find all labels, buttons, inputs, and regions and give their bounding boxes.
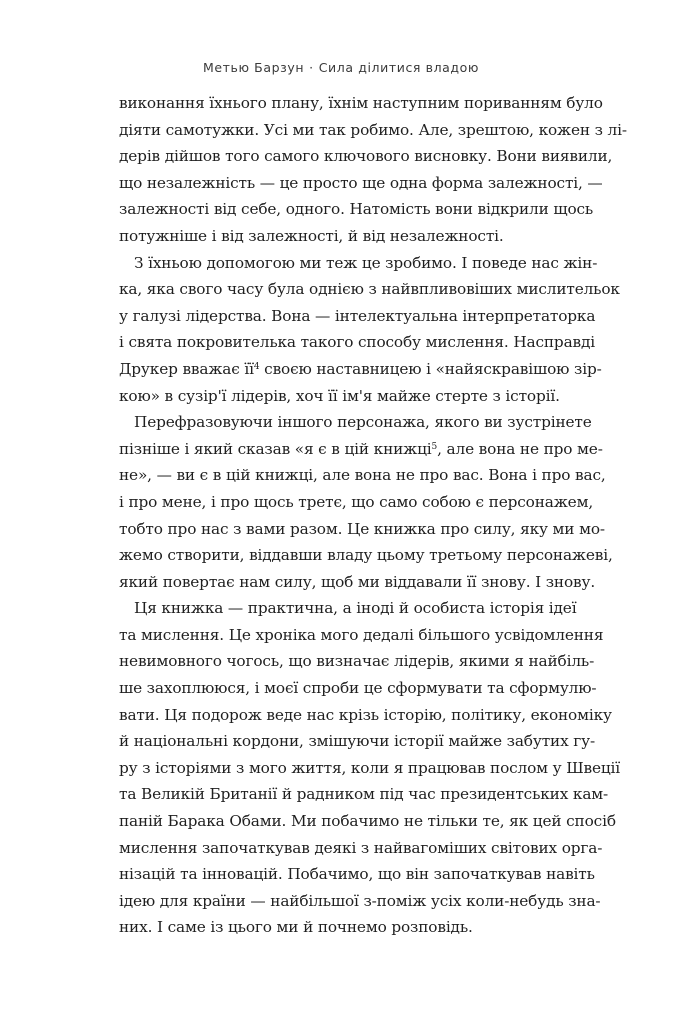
paragraph [119,250,620,410]
text-line: потужніше і від залежності, й від незалежності. [119,226,504,245]
text-line: і свята покровителька такого способу мислення. Насправді [119,333,596,352]
text-line: мислення започаткував деякі з найвагоміших світових орга- [119,838,603,857]
text-line: них. І саме із цього ми й почнемо розповідь. [119,918,473,937]
text-line: нізацій та інновацій. Побачимо, що він започаткував навіть [119,865,595,884]
text-line: тобто про нас з вами разом. Це книжка про силу, яку ми мо- [119,519,605,538]
text-line: у галузі лідерства. Вона — інтелектуальна інтерпретаторка [119,306,596,325]
text-line: дерів дійшов того самого ключового висновку. Вони виявили, [119,147,613,166]
text-line: ше захоплююся, і моєї спроби це сформувати та сформулю- [119,679,597,698]
text-line: ка, яка свого часу була однією з найвпливовіших мислительок [119,280,620,299]
running-header [0,60,682,75]
paragraph [119,409,613,595]
text-line: що незалежність — це просто ще одна форма залежності, — [119,173,603,192]
text-line: Ця книжка — практична, а іноді й особиста історія ідеї [134,599,577,618]
text-line: паній Барака Обами. Ми побачимо не тільки те, як цей спосіб [119,812,616,831]
text-line: не», — ви є в цій книжці, але вона не про вас. Вона і про вас, [119,466,606,485]
body-text [119,90,627,941]
header-author: Метью Барзун [202,60,305,75]
text-line: Перефразовуючи іншого персонажа, якого ви зустрінете [134,413,592,432]
header-book-title: Сила ділитися владою [318,60,480,75]
text-line: ідею для країни — найбільшої з-поміж усіх коли-небудь зна- [119,891,601,910]
text-line: Друкер вважає $її^4$ своєю наставницею і «найяскравішою зір- [119,359,602,378]
text-line: та Великій Британії й радником під час президентських кам- [119,785,609,804]
text-line: й національні кордони, змішуючи історії майже забутих гу- [119,732,595,751]
text-line: виконання їхнього плану, їхнім наступним пориванням було [119,94,603,112]
paragraph [119,595,621,941]
text-line: вати. Ця подорож веде нас крізь історію, політику, економіку [119,705,612,724]
text-line: і про мене, і про щось третє, що само собою є персонажем, [119,492,594,511]
text-line: жемо створити, віддавши владу цьому третьому персонажеві, [119,546,613,565]
text-line: ру з історіями з мого життя, коли я працював послом у Швеції [119,758,621,777]
footnote-marker[interactable]: 5 [431,441,438,452]
text-line: та мислення. Це хроніка мого дедалі більшого усвідомлення [119,625,604,644]
header-separator: · [309,60,314,75]
text-line: кою» в сузір'ї лідерів, хоч її ім'я майже стерте з історії. [119,386,560,405]
text-line: пізніше і який сказав «я є в цій книжці$^5$, але вона не про ме- [119,439,603,458]
footnote-marker[interactable]: 4 [253,361,260,372]
paragraph [119,90,627,250]
text-line: невимовного чогось, що визначає лідерів, якими я найбіль- [119,652,595,671]
text-line: залежності від себе, одного. Натомість вони відкрили щось [119,200,594,219]
text-line: діяти самотужки. Усі ми так робимо. Але, зрештою, кожен з лі- [119,120,627,139]
text-line: З їхньою допомогою ми теж це зробимо. І поведе нас жін- [134,253,598,272]
text-line: який повертає нам силу, щоб ми віддавали її знову. І знову. [119,572,596,591]
